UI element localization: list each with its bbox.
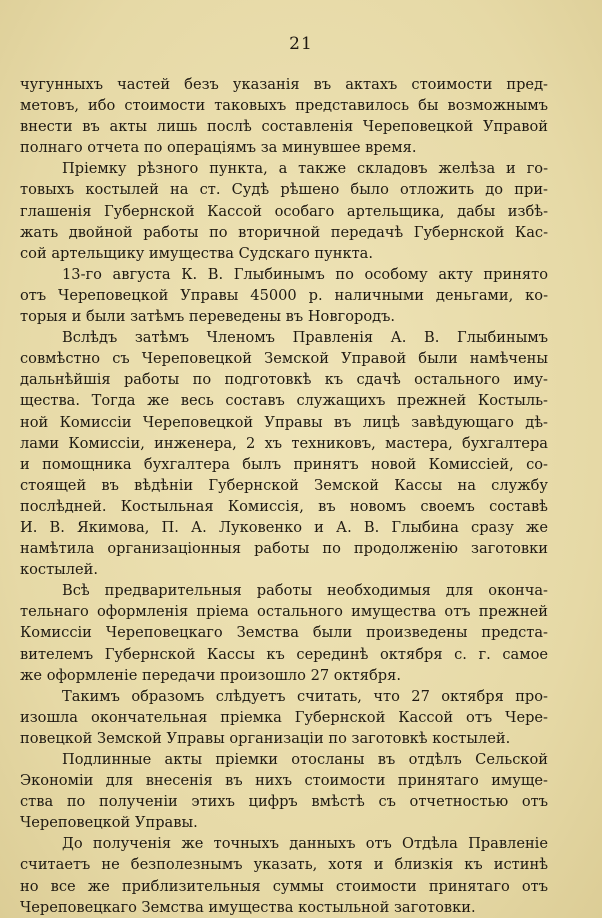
text-line: До полученія же точныхъ данныхъ отъ Отдѣла Правленіе (62, 835, 548, 853)
text-body (20, 74, 548, 918)
text-line: лами Комиссіи, инженера, 2 хъ техниковъ, мастера, бухгалтера (20, 434, 548, 452)
text-line: Подлинные акты пріемки отосланы въ отдѣлъ Сельской (62, 751, 548, 768)
text-line: вителемъ Губернской Кассы къ серединѣ октября с. г. самое (20, 645, 548, 663)
text-line: Всѣ предварительныя работы необходимыя для оконча- (62, 582, 548, 600)
text-line: глашенія Губернской Кассой особаго артельщика, дабы избѣ- (20, 202, 548, 220)
text-line: И. В. Якимова, П. А. Луковенко и А. В. Глыбина сразу же (20, 518, 548, 536)
text-line: 13-го августа К. В. Глыбинымъ по особому акту принято (62, 265, 548, 283)
text-line: и помощника бухгалтера былъ принятъ новой Комиссіей, со- (20, 455, 548, 473)
text-line: ной Комиссіи Череповецкой Управы въ лицѣ завѣдующаго дѣ- (20, 413, 548, 431)
text-line: Экономіи для внесенія въ нихъ стоимости принятаго имуще- (20, 772, 548, 790)
text-line: Вслѣдъ затѣмъ Членомъ Правленія А. В. Глыбинымъ (62, 329, 548, 347)
text-line: щества. Тогда же весь составъ служащихъ прежней Костыль- (20, 392, 548, 410)
page-number: 21 (289, 34, 313, 54)
text-line: отъ Череповецкой Управы 45000 р. наличными деньгами, ко- (20, 286, 548, 304)
text-line: послѣдней. Костыльная Комиссія, въ новомъ своемъ составѣ (20, 497, 548, 515)
text-line: чугунныхъ частей безъ указанія въ актахъ стоимости пред- (20, 76, 548, 93)
text-line: сой артельщику имущества Судскаго пункта. (20, 244, 373, 262)
text-line: повецкой Земской Управы организаціи по заготовкѣ костылей. (20, 729, 511, 747)
text-line: Комиссіи Череповецкаго Земства были произведены предста- (20, 624, 548, 642)
text-line: совмѣстно съ Череповецкой Земской Управой были намѣчены (20, 350, 548, 368)
text-line: внести въ акты лишь послѣ составленія Череповецкой Управой (20, 118, 548, 136)
text-line: намѣтила организаціонныя работы по продолженію заготовки (20, 540, 548, 558)
text-line: Череповецкаго Земства имущества костыльной заготовки. (20, 898, 476, 916)
text-line: же оформленіе передачи произошло 27 октября. (20, 666, 401, 684)
text-line: Такимъ образомъ слѣдуетъ считать, что 27 октября про- (62, 687, 548, 705)
text-line: костылей. (20, 561, 99, 579)
text-line: изошла окончательная пріемка Губернской Кассой отъ Чере- (20, 708, 548, 726)
text-line: стоящей въ вѣдѣніи Губернской Земской Кассы на службу (20, 476, 548, 494)
text-line: ства по полученіи этихъ цифръ вмѣстѣ съ отчетностью отъ (20, 793, 548, 811)
text-line: но все же приблизительныя суммы стоимости принятаго отъ (20, 877, 548, 895)
text-line: дальнѣйшія работы по подготовкѣ къ сдачѣ остального иму- (20, 371, 548, 389)
text-line: Череповецкой Управы. (20, 814, 198, 832)
text-line: жать двойной работы по вторичной передачѣ Губернской Кас- (20, 223, 548, 241)
text-line: тельнаго оформленія пріема остального имущества отъ прежней (20, 603, 548, 621)
text-line: метовъ, ибо стоимости таковыхъ представилось бы возможнымъ (20, 97, 548, 115)
text-line: торыя и были затѣмъ переведены въ Новгородъ. (20, 308, 396, 326)
text-line: товыхъ костылей на ст. Судѣ рѣшено было отложить до при- (20, 181, 548, 199)
text-line: полнаго отчета по операціямъ за минувшее время. (20, 139, 417, 157)
text-line: считаетъ не безполезнымъ указать, хотя и близкія къ истинѣ (20, 856, 548, 874)
text-line: Пріемку рѣзного пункта, а также складовъ желѣза и го- (62, 160, 548, 178)
